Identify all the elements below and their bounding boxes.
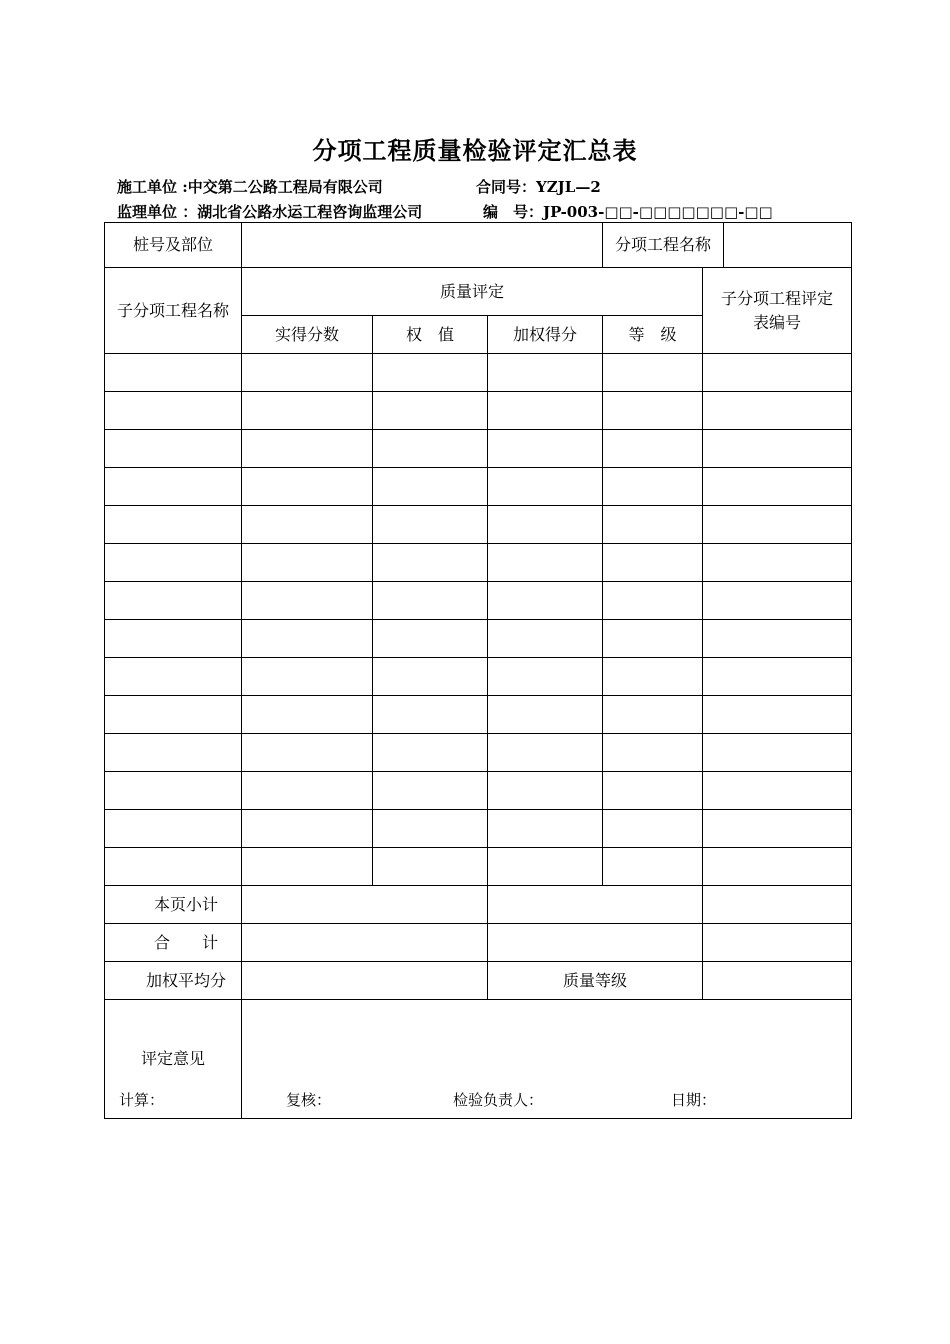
table-cell[interactable] <box>373 582 488 620</box>
page-subtotal-label: 本页小计 <box>105 886 242 924</box>
table-cell[interactable] <box>603 430 703 468</box>
table-cell[interactable] <box>703 392 852 430</box>
table-cell[interactable] <box>373 544 488 582</box>
quality-grade-cell[interactable] <box>703 962 852 1000</box>
table-cell[interactable] <box>242 658 373 696</box>
page-subtotal-cell[interactable] <box>703 886 852 924</box>
table-row <box>105 962 852 1000</box>
sub-project-name-label: 分项工程名称 <box>603 223 724 267</box>
table-cell[interactable] <box>488 506 603 544</box>
assessment-opinion-cell[interactable] <box>242 1000 852 1119</box>
table-cell[interactable] <box>603 354 703 392</box>
table-cell[interactable] <box>242 582 373 620</box>
total-cell[interactable] <box>242 924 488 962</box>
table-cell[interactable] <box>603 734 703 772</box>
table-cell[interactable] <box>242 810 373 848</box>
quality-grade-label: 质量等级 <box>488 962 703 1000</box>
table-cell[interactable] <box>105 658 242 696</box>
table-cell[interactable] <box>603 582 703 620</box>
table-cell[interactable] <box>242 734 373 772</box>
table-row <box>105 268 852 316</box>
table-cell[interactable] <box>373 506 488 544</box>
table-cell[interactable] <box>488 658 603 696</box>
table-cell[interactable] <box>703 430 852 468</box>
inspector-label: 检验负责人： <box>453 1091 544 1109</box>
table-cell[interactable] <box>603 468 703 506</box>
table-cell[interactable] <box>603 696 703 734</box>
table-cell[interactable] <box>703 810 852 848</box>
table-cell[interactable] <box>703 354 852 392</box>
table-cell[interactable] <box>373 430 488 468</box>
table-cell[interactable] <box>703 772 852 810</box>
table-cell[interactable] <box>105 430 242 468</box>
table-cell[interactable] <box>488 582 603 620</box>
child-project-name-label: 子分项工程名称 <box>105 268 242 354</box>
sub-project-name-cell[interactable] <box>724 223 851 267</box>
table-row <box>105 810 852 848</box>
page-title: 分项工程质量检验评定汇总表 <box>312 137 638 165</box>
table-cell[interactable] <box>603 810 703 848</box>
weight-header: 权 值 <box>373 316 488 354</box>
table-cell[interactable] <box>488 810 603 848</box>
table-cell[interactable] <box>105 468 242 506</box>
table-cell[interactable] <box>373 810 488 848</box>
supervision-unit-value: 湖北省公路水运工程咨询监理公司 <box>197 203 423 221</box>
table-cell[interactable] <box>703 506 852 544</box>
table-cell[interactable] <box>373 734 488 772</box>
station-location-label: 桩号及部位 <box>105 223 242 268</box>
date-label: 日期： <box>671 1091 717 1109</box>
table-cell[interactable] <box>603 620 703 658</box>
table-cell[interactable] <box>242 392 373 430</box>
table-cell[interactable] <box>105 506 242 544</box>
table-cell[interactable] <box>242 848 373 886</box>
table-cell[interactable] <box>488 734 603 772</box>
table-cell[interactable] <box>603 658 703 696</box>
table-row <box>105 354 852 392</box>
actual-score-header: 实得分数 <box>242 316 373 354</box>
page-subtotal-cell[interactable] <box>488 886 703 924</box>
table-cell[interactable] <box>242 506 373 544</box>
table-cell[interactable] <box>488 430 603 468</box>
construction-unit-label: 施工单位 : <box>117 178 188 196</box>
table-row <box>105 468 852 506</box>
table-cell[interactable] <box>242 620 373 658</box>
table-cell[interactable] <box>105 582 242 620</box>
construction-unit-value: 中交第二公路工程局有限公司 <box>187 178 383 196</box>
child-form-number-label: 子分项工程评定表编号 <box>703 268 852 354</box>
table-cell[interactable] <box>488 392 603 430</box>
table-cell[interactable] <box>105 620 242 658</box>
form-number-label: 编 号： <box>483 203 544 221</box>
table-row <box>105 223 852 268</box>
form-number-value: JP-003-□□-□□□□□□□-□□ <box>543 203 773 221</box>
table-cell[interactable] <box>242 772 373 810</box>
table-cell[interactable] <box>603 392 703 430</box>
table-cell[interactable] <box>488 620 603 658</box>
table-cell[interactable] <box>373 392 488 430</box>
page-subtotal-cell[interactable] <box>242 886 488 924</box>
weighted-average-cell[interactable] <box>242 962 488 1000</box>
table-row <box>105 658 852 696</box>
table-cell[interactable] <box>373 848 488 886</box>
table-row <box>105 582 852 620</box>
table-row <box>105 620 852 658</box>
table-cell[interactable] <box>603 506 703 544</box>
table-cell[interactable] <box>703 658 852 696</box>
quality-assessment-label: 质量评定 <box>242 268 703 316</box>
table-cell[interactable] <box>105 354 242 392</box>
table-cell[interactable] <box>703 696 852 734</box>
table-row <box>105 506 852 544</box>
table-row <box>105 848 852 886</box>
table-cell[interactable] <box>488 354 603 392</box>
table-cell[interactable] <box>703 848 852 886</box>
total-cell[interactable] <box>488 924 703 962</box>
table-cell[interactable] <box>488 696 603 734</box>
supervision-unit <box>117 201 422 222</box>
table-cell[interactable] <box>373 354 488 392</box>
sub-project-name-group <box>603 223 852 268</box>
table-row <box>105 430 852 468</box>
supervision-unit-label: 监理单位 ： <box>117 203 198 221</box>
assessment-opinion-label: 评定意见 <box>105 1000 242 1119</box>
table-cell[interactable] <box>105 392 242 430</box>
form-number <box>483 201 773 222</box>
table-cell[interactable] <box>603 772 703 810</box>
table-cell[interactable] <box>242 430 373 468</box>
contract-label: 合同号： <box>476 178 537 196</box>
table-cell[interactable] <box>373 772 488 810</box>
weighted-score-header: 加权得分 <box>488 316 603 354</box>
table-row <box>105 772 852 810</box>
table-row <box>105 392 852 430</box>
table-cell[interactable] <box>703 734 852 772</box>
table-cell[interactable] <box>242 354 373 392</box>
table-cell[interactable] <box>105 772 242 810</box>
table-cell[interactable] <box>373 468 488 506</box>
table-cell[interactable] <box>603 544 703 582</box>
table-cell[interactable] <box>242 696 373 734</box>
table-cell[interactable] <box>373 620 488 658</box>
table-cell[interactable] <box>703 468 852 506</box>
table-cell[interactable] <box>242 468 373 506</box>
table-cell[interactable] <box>105 810 242 848</box>
table-row <box>105 544 852 582</box>
table-row <box>105 696 852 734</box>
table-cell[interactable] <box>703 582 852 620</box>
total-label: 合 计 <box>105 924 242 962</box>
construction-unit <box>117 176 383 197</box>
table-row <box>105 886 852 924</box>
table-cell[interactable] <box>703 544 852 582</box>
table-cell[interactable] <box>105 544 242 582</box>
table-cell[interactable] <box>603 848 703 886</box>
table-cell[interactable] <box>105 696 242 734</box>
table-cell[interactable] <box>488 468 603 506</box>
grade-header: 等 级 <box>603 316 703 354</box>
table-cell[interactable] <box>488 544 603 582</box>
station-location-cell[interactable] <box>242 223 603 268</box>
table-cell[interactable] <box>105 734 242 772</box>
review-label: 复核： <box>286 1091 332 1109</box>
table-cell[interactable] <box>703 620 852 658</box>
table-row <box>105 734 852 772</box>
table-row <box>105 924 852 962</box>
assessment-table <box>104 222 852 1119</box>
contract-value: YZJL—2 <box>536 178 601 196</box>
calculate-label: 计算： <box>119 1091 165 1109</box>
table-cell[interactable] <box>105 848 242 886</box>
table-cell[interactable] <box>373 696 488 734</box>
table-cell[interactable] <box>488 772 603 810</box>
table-cell[interactable] <box>242 544 373 582</box>
table-cell[interactable] <box>488 848 603 886</box>
contract-number <box>476 176 601 197</box>
weighted-average-label: 加权平均分 <box>105 962 242 1000</box>
table-cell[interactable] <box>373 658 488 696</box>
total-cell[interactable] <box>703 924 852 962</box>
